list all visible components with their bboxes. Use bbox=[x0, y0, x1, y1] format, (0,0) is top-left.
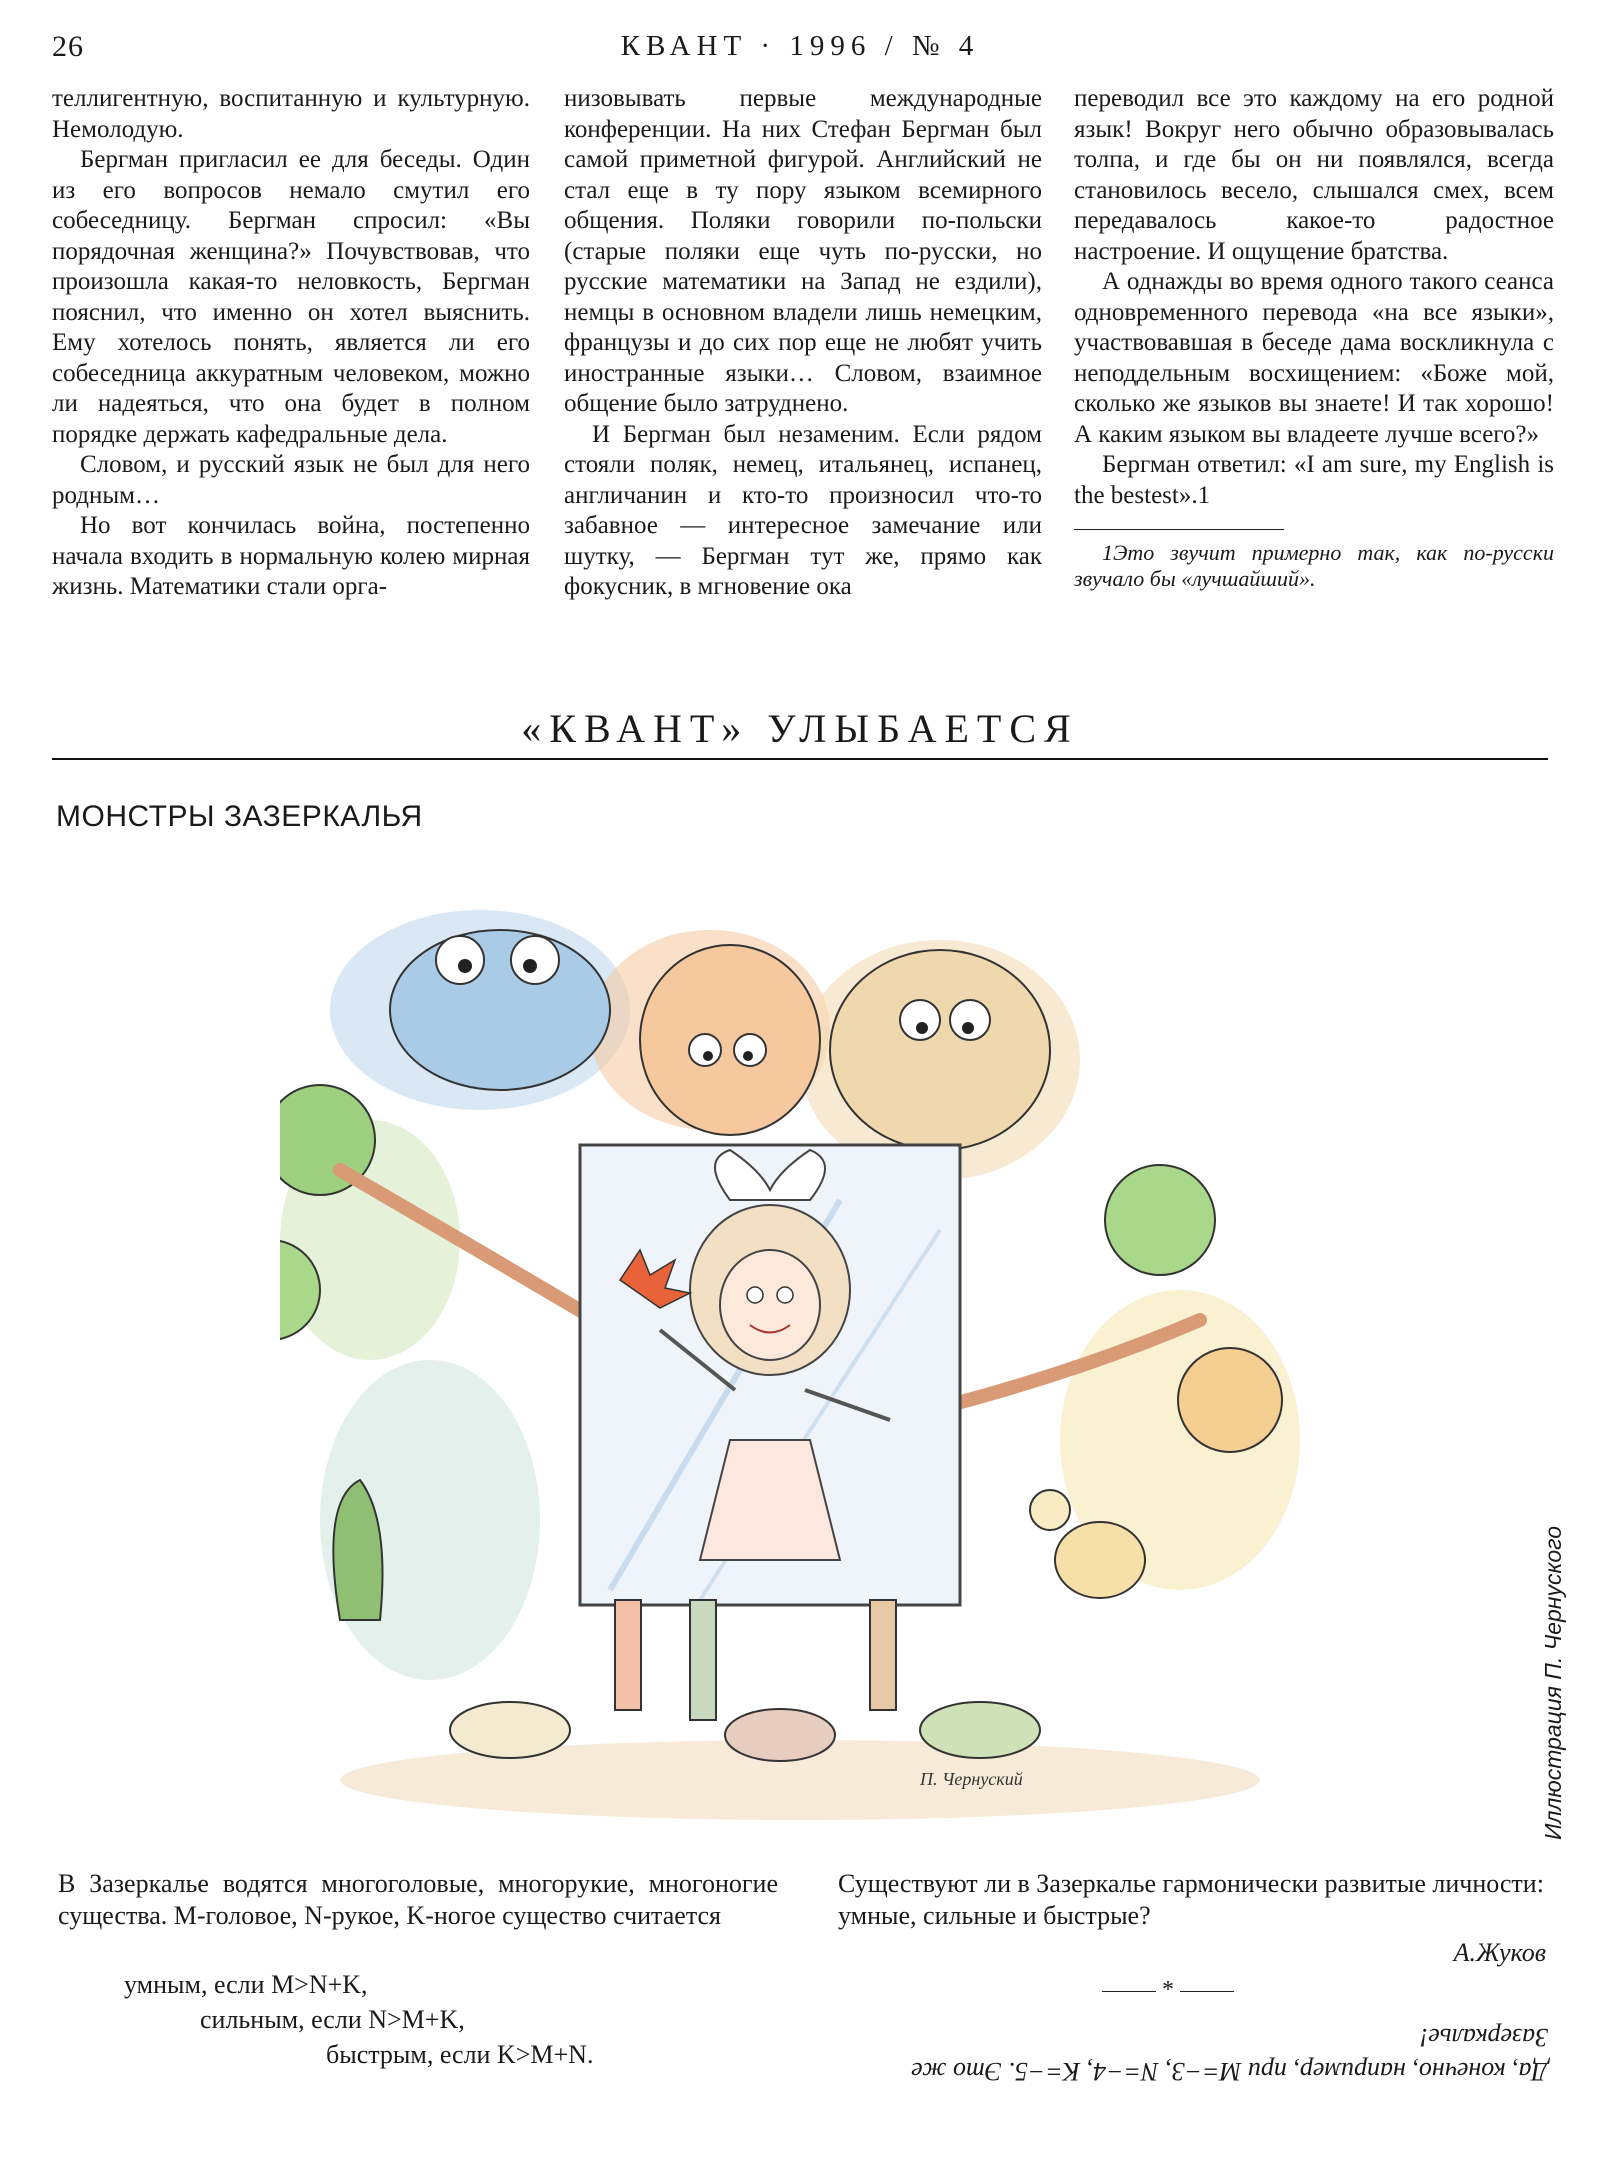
illustration-credit: Иллюстрация П. Чернуского bbox=[1540, 1526, 1566, 1840]
paragraph: Бергман ответил: «I am sure, my English is the bestest».1 bbox=[1074, 451, 1554, 509]
separator-star: * bbox=[1162, 1977, 1174, 2003]
paragraph: И Бергман был незаменим. Если рядом стояли поляк, немец, итальянец, испанец, англичанин и кто-то произносил что-то забавное — интересное замечание или шутку, — Бергман тут же, прямо как фокусник, в мгновение ока bbox=[564, 420, 1042, 600]
author-name: А.Жуков bbox=[1453, 1938, 1546, 1967]
intro-text: В Зазеркалье водятся многоголовые, многорукие, многоногие существа. M-головое, N-рукое, K-ногое существо считается bbox=[58, 1869, 778, 1930]
article-title: МОНСТРЫ ЗАЗЕРКАЛЬЯ bbox=[56, 800, 423, 833]
eye bbox=[511, 936, 559, 984]
monster-leg bbox=[870, 1600, 896, 1710]
pupil bbox=[743, 1051, 753, 1061]
monster-head-frog bbox=[390, 930, 610, 1090]
paragraph: Бергман пригласил ее для беседы. Один из его вопросов немало смутил его собеседницу. Бергман спросил: «Вы порядочная женщина?» Почувствовав, что произошла какая-то неловкость, Бергман пояснил, что именно он хотел выяснить. Ему хотелось понять, является ли его собеседница аккуратным человеком, можно ли надеяться, что она будет в полном порядке держать кафедральные дела. bbox=[52, 146, 530, 448]
pupil bbox=[703, 1051, 713, 1061]
girl-face bbox=[720, 1250, 820, 1360]
monster-head-round bbox=[640, 945, 820, 1135]
eye bbox=[777, 1287, 793, 1303]
monster-leg bbox=[615, 1600, 641, 1710]
page-number: 26 bbox=[52, 30, 84, 63]
eye bbox=[689, 1034, 721, 1066]
puzzle-statement bbox=[58, 1868, 778, 1932]
pupil bbox=[962, 1022, 974, 1034]
orange-fruit bbox=[1178, 1348, 1282, 1452]
monster-foot bbox=[450, 1702, 570, 1758]
condition-fast: быстрым, если K>M+N. bbox=[326, 2040, 594, 2069]
star-divider bbox=[1088, 1977, 1248, 2004]
footnote-divider bbox=[1074, 529, 1284, 530]
paragraph: Словом, и русский язык не был для него родным… bbox=[52, 451, 530, 509]
bird-head bbox=[1030, 1490, 1070, 1530]
illustration-signature: П. Чернуский bbox=[920, 1769, 1023, 1789]
green-fruit bbox=[1105, 1165, 1215, 1275]
text-column-1 bbox=[52, 84, 530, 603]
monster-leg bbox=[690, 1600, 716, 1720]
paragraph: Но вот кончилась война, постепенно начала входить в нормальную колею мирная жизнь. Математики стали орга- bbox=[52, 512, 530, 600]
monster-foot bbox=[725, 1709, 835, 1761]
paragraph: А однажды во время одного такого сеанса одновременного перевода «на все языки», участвовавшая в беседе дама воскликнула с неподдельным восхищением: «Боже мой, сколько же языков вы знаете! И так хорошо! А каким языком вы владеете лучше всего?» bbox=[1074, 268, 1554, 448]
condition-smart: умным, если M>N+K, bbox=[124, 1970, 368, 1999]
pupil bbox=[458, 959, 472, 973]
footnote: 1Это звучит примерно так, как по-русски звучало бы «лучшайший». bbox=[1074, 540, 1554, 591]
eye bbox=[900, 1000, 940, 1040]
text-column-3 bbox=[1074, 84, 1554, 592]
eye bbox=[436, 936, 484, 984]
mirror-monsters-illustration bbox=[280, 900, 1340, 1830]
condition-strong: сильным, если N>M+K, bbox=[200, 2005, 465, 2034]
upside-down-answer: Да, конечно, например, при M=−3, N=−4, K=−5. Это же Зазеркалье! bbox=[911, 2023, 1548, 2086]
section-title: «КВАНТ» УЛЫБАЕТСЯ bbox=[521, 706, 1079, 751]
puzzle-question: Существуют ли в Зазеркалье гармонически развитые личности: умные, сильные и быстрые? bbox=[838, 1869, 1544, 1930]
monster-foot bbox=[920, 1702, 1040, 1758]
paragraph: теллигентную, воспитанную и культурную. Немолодую. bbox=[52, 85, 530, 143]
eye bbox=[734, 1034, 766, 1066]
bird bbox=[1055, 1522, 1145, 1598]
paragraph: переводил все это каждому на его родной язык! Вокруг него обычно образовывалась толпа, и где бы он ни появлялся, всегда становилось весело, слышался смех, всем передавалось какое-то радостное настроение. И ощущение братства. bbox=[1074, 85, 1554, 265]
eye bbox=[747, 1287, 763, 1303]
pupil bbox=[523, 959, 537, 973]
monster-head-dog bbox=[830, 950, 1050, 1150]
pupil bbox=[916, 1022, 928, 1034]
text-column-2 bbox=[564, 84, 1042, 603]
paragraph: низовывать первые международные конференции. На них Стефан Бергман был самой приметной фигурой. Английский не стал еще в ту пору языком всемирного общения. Поляки говорили по-польски (старые поляки еще чуть по-русски, но русские математики на Запад не ездили), немцы в основном владели лишь немецким, французы и до сих пор еще не любят учить иностранные языки… Словом, взаимное общение было затруднено. bbox=[564, 85, 1042, 417]
section-divider bbox=[52, 758, 1548, 760]
journal-header: КВАНТ · 1996 / № 4 bbox=[620, 30, 980, 62]
eye bbox=[950, 1000, 990, 1040]
